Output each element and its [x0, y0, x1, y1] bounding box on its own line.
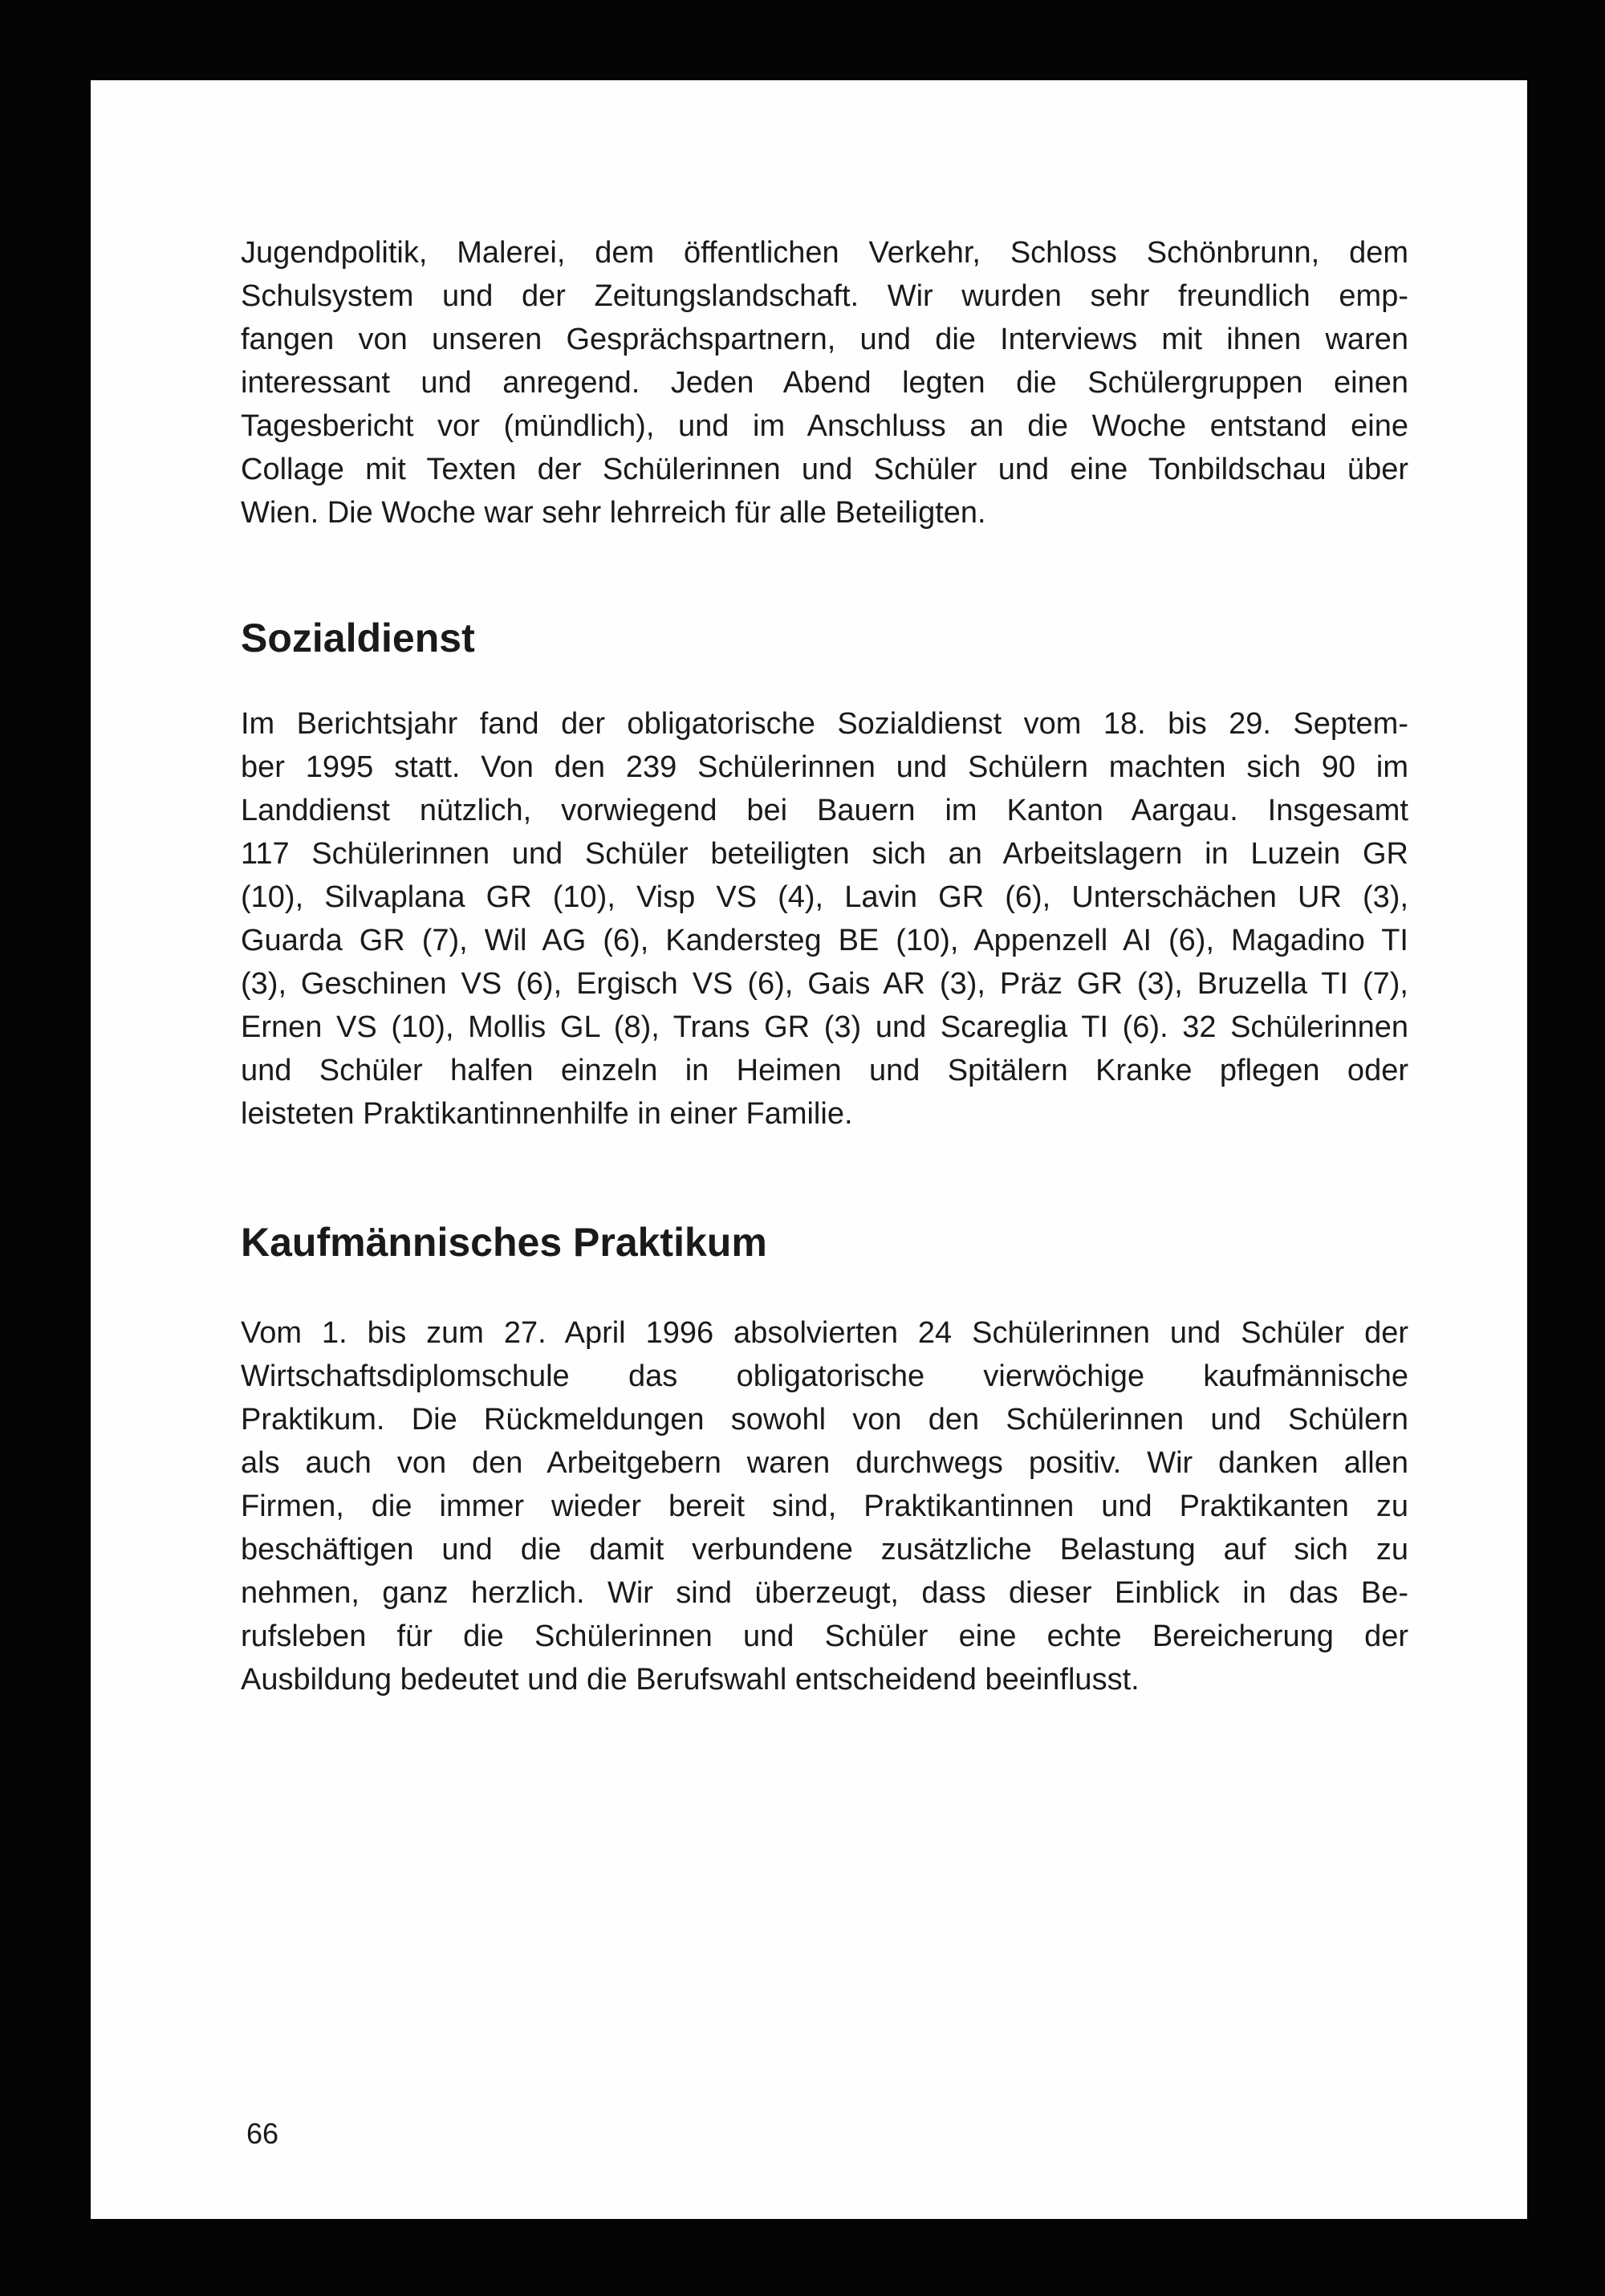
- text-line: und Schüler halfen einzeln in Heimen und Spitälern Kranke pflegen oder: [241, 1054, 1408, 1087]
- text-line: Ausbildung bedeutet und die Berufswahl entscheidend beeinflusst.: [241, 1663, 1140, 1697]
- document-page: [91, 80, 1527, 2219]
- text-line: (3), Geschinen VS (6), Ergisch VS (6), Gais AR (3), Präz GR (3), Bruzella TI (7),: [241, 967, 1408, 1001]
- text-line: Jugendpolitik, Malerei, dem öffentlichen Verkehr, Schloss Schönbrunn, dem: [241, 236, 1408, 270]
- text-line: Praktikum. Die Rückmeldungen sowohl von den Schülerinnen und Schülern: [241, 1403, 1408, 1437]
- text-line: Wien. Die Woche war sehr lehrreich für alle Beteiligten.: [241, 496, 986, 530]
- page-number: 66: [246, 2117, 279, 2150]
- text-line: nehmen, ganz herzlich. Wir sind überzeugt, dass dieser Einblick in das Be-: [241, 1576, 1408, 1610]
- text-line: (10), Silvaplana GR (10), Visp VS (4), Lavin GR (6), Unterschächen UR (3),: [241, 880, 1408, 914]
- text-line: leisteten Praktikantinnenhilfe in einer Familie.: [241, 1097, 853, 1131]
- section-heading-kaufmaennisches-praktikum: [241, 1218, 1408, 1266]
- text-line: Landdienst nützlich, vorwiegend bei Bauern im Kanton Aargau. Insgesamt: [241, 794, 1408, 827]
- paragraph-1: [241, 231, 1408, 534]
- paragraph-2: [241, 702, 1408, 1136]
- text-line: Firmen, die immer wieder bereit sind, Praktikantinnen und Praktikanten zu: [241, 1489, 1408, 1523]
- text-line: Im Berichtsjahr fand der obligatorische Sozialdienst vom 18. bis 29. Septem-: [241, 707, 1408, 741]
- text-line: Schulsystem und der Zeitungslandschaft. Wir wurden sehr freundlich emp-: [241, 279, 1408, 313]
- text-line: Guarda GR (7), Wil AG (6), Kandersteg BE (10), Appenzell AI (6), Magadino TI: [241, 924, 1408, 957]
- text-line: Ernen VS (10), Mollis GL (8), Trans GR (3) und Scareglia TI (6). 32 Schülerinnen: [241, 1010, 1408, 1044]
- text-line: Wirtschaftsdiplomschule das obligatorische vierwöchige kaufmännische: [241, 1359, 1408, 1393]
- text-line: rufsleben für die Schülerinnen und Schüler eine echte Bereicherung der: [241, 1619, 1408, 1653]
- text-line: beschäftigen und die damit verbundene zusätzliche Belastung auf sich zu: [241, 1533, 1408, 1567]
- text-line: interessant und anregend. Jeden Abend legten die Schülergruppen einen: [241, 366, 1408, 400]
- section-heading-sozialdienst: [241, 614, 1408, 662]
- text-line: Vom 1. bis zum 27. April 1996 absolvierten 24 Schülerinnen und Schüler der: [241, 1316, 1408, 1350]
- heading-text: Kaufmännisches Praktikum: [241, 1220, 767, 1265]
- text-line: ber 1995 statt. Von den 239 Schülerinnen und Schülern machten sich 90 im: [241, 750, 1408, 784]
- text-line: fangen von unseren Gesprächspartnern, und die Interviews mit ihnen waren: [241, 323, 1408, 356]
- paragraph-3: [241, 1311, 1408, 1701]
- text-line: als auch von den Arbeitgebern waren durchwegs positiv. Wir danken allen: [241, 1446, 1408, 1480]
- text-line: Collage mit Texten der Schülerinnen und Schüler und eine Tonbildschau über: [241, 453, 1408, 486]
- heading-text: Sozialdienst: [241, 616, 475, 660]
- text-line: Tagesbericht vor (mündlich), und im Anschluss an die Woche entstand eine: [241, 409, 1408, 443]
- text-line: 117 Schülerinnen und Schüler beteiligten sich an Arbeitslagern in Luzein GR: [241, 837, 1408, 871]
